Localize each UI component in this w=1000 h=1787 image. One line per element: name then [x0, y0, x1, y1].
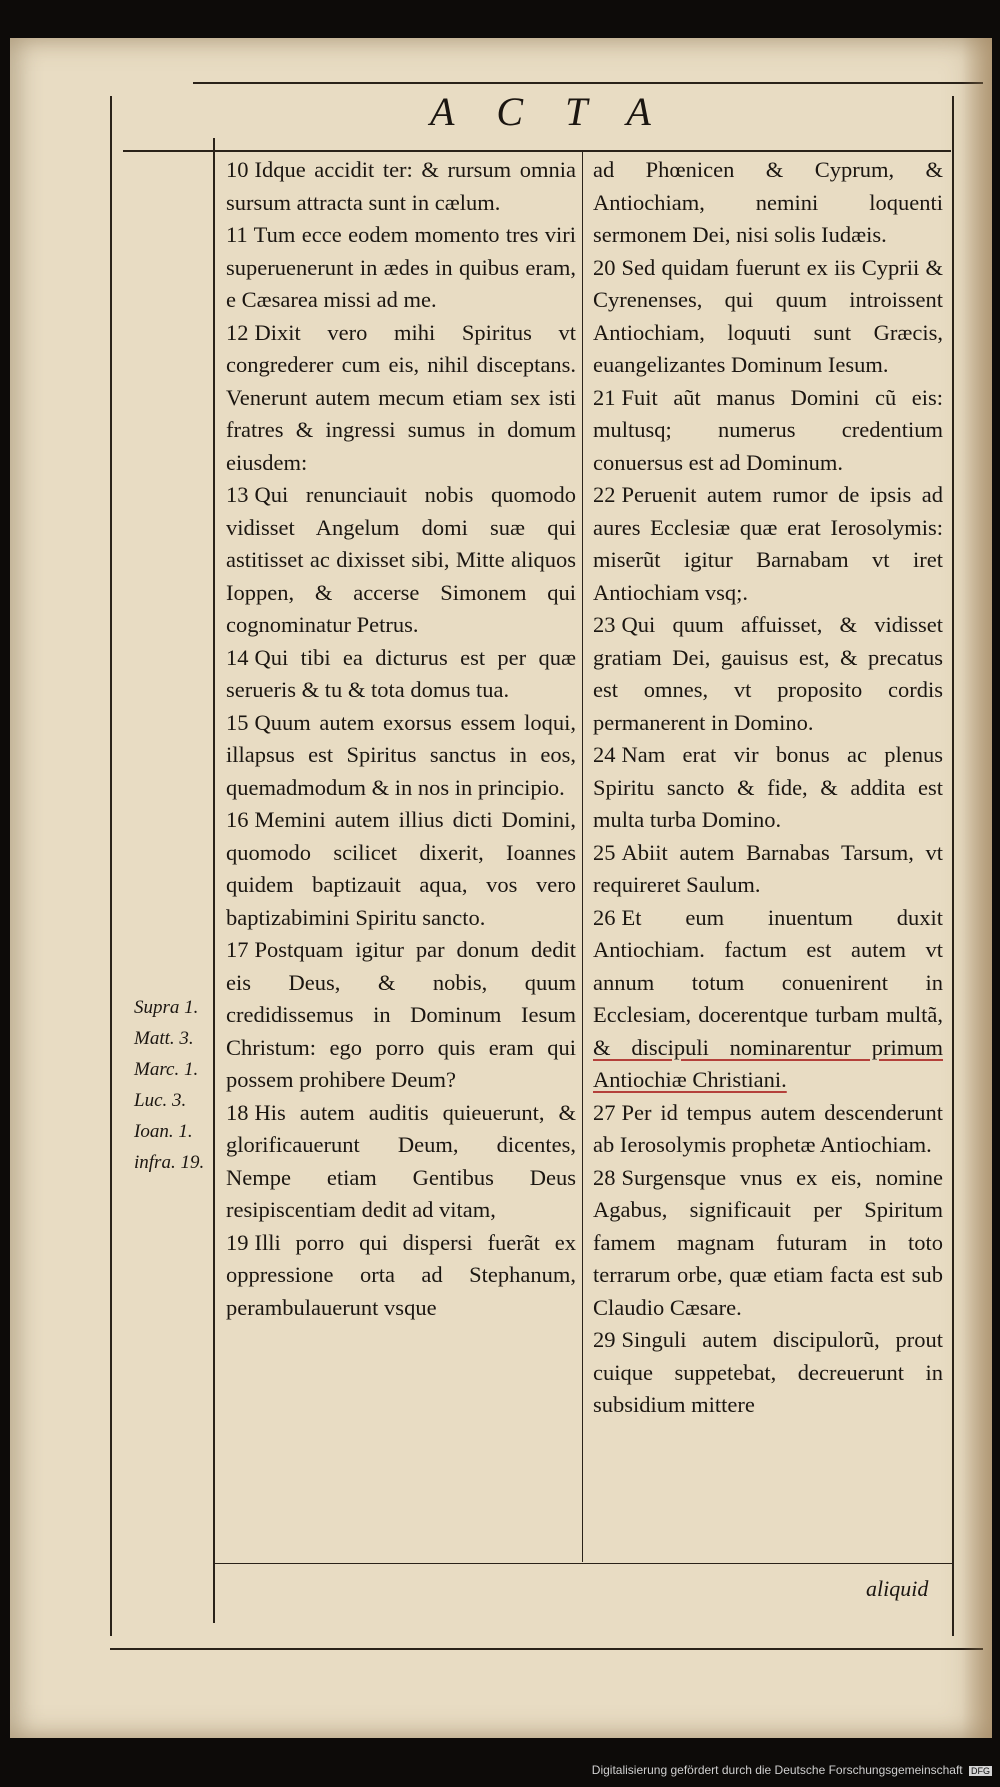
verse-number: 19 [226, 1229, 249, 1255]
verse-text: Qui renunciauit nobis quomodo vidisset Angelum domi suæ qui astitisset ac dixisset sibi, Mitte aliquos Ioppen, & accerse Simonem qui cognominatur Petrus. [226, 482, 576, 637]
verse [226, 1097, 576, 1227]
verse-text: Idque accidit ter: & rursum omnia sursum attracta sunt in cælum. [226, 157, 576, 215]
verse-number: 10 [226, 157, 249, 182]
book-page [10, 38, 992, 1738]
verse [593, 902, 943, 1097]
verse [226, 707, 576, 805]
verse-text: His autem auditis quieuerunt, & glorificauerunt Deum, dicentes, Nempe etiam Gentibus Deus resipiscentiam dedit ad vitam, [226, 1099, 576, 1222]
frame-right-border [952, 96, 954, 1636]
footer-text: Digitalisierung gefördert durch die Deutsche Forschungsgemeinschaft [591, 1763, 963, 1777]
verse [593, 609, 943, 739]
verse-text: Dixit vero mihi Spiritus vt congrederer cum eis, nihil disceptans. Venerunt autem mecum etiam sex isti fratres & ingressi sumus in domum eiusdem: [226, 319, 576, 475]
verse-number: 24 [593, 742, 616, 767]
verse-text: Surgensque vnus ex eis, nomine Agabus, significauit per Spiritum famem magnam futuram in toto terrarum orbe, quæ etiam facta est sub Claudio Cæsare. [593, 1164, 943, 1320]
verse-number: 17 [226, 937, 249, 962]
verse [226, 934, 576, 1097]
verse [593, 1162, 943, 1325]
catchword: aliquid [866, 1576, 929, 1601]
verse [226, 1227, 576, 1325]
verse-number: 22 [593, 482, 616, 507]
verse-number: 15 [226, 709, 249, 735]
verse [593, 479, 943, 609]
verse-number: 14 [226, 644, 249, 670]
verse-text: Peruenit autem rumor de ipsis ad aures Ecclesiæ quæ erat Ierosolymis: miserũt igitur Barnabam vt iret Antiochiam vsq;. [593, 482, 943, 605]
verse-continuation [593, 154, 943, 252]
verse [226, 804, 576, 934]
verse-number: 29 [593, 1327, 616, 1352]
margin-references [134, 992, 214, 1178]
header-rule [123, 150, 951, 152]
running-head: ACTA [430, 89, 693, 134]
verse-text: Qui tibi ea dicturus est per quæ serueris & tu & tota domus tua. [226, 644, 576, 702]
verse-text: ad Phœnicen & Cyprum, & Antiochiam, nemini loquenti sermonem Dei, nisi solis Iudæis. [593, 157, 943, 247]
margin-reference: Luc. 3. [134, 1090, 187, 1111]
verse-text: Postquam igitur par donum dedit eis Deus, & nobis, quum credidissemus in Dominum Iesum Christum: ego porro quis eram qui possem prohibere Deum? [226, 937, 576, 1092]
frame-inner-border [213, 138, 215, 1623]
margin-reference: Marc. 1. [134, 1059, 199, 1080]
foot-rule [110, 1648, 983, 1650]
verse-text: Singuli autem discipulorũ, prout cuique suppetebat, decreuerunt in subsidium mittere [593, 1327, 943, 1417]
verse [226, 642, 576, 707]
verse-number: 25 [593, 839, 616, 865]
verse-text: Memini autem illius dicti Domini, quomodo scilicet dixerit, Ioannes quidem baptizauit aqua, vos vero baptizabimini Spiritu sancto. [226, 807, 576, 930]
verse [593, 739, 943, 837]
verse [593, 1324, 943, 1422]
verse-text: Fuit aũt manus Domini cũ eis: multusq; numerus credentium conuersus est ad Dominum. [593, 384, 943, 475]
verse [226, 219, 576, 317]
verse [226, 317, 576, 480]
verse-number: 18 [226, 1099, 249, 1125]
verse-number: 21 [593, 384, 616, 410]
dfg-logo: DFG [971, 1766, 990, 1776]
column-divider [582, 152, 583, 1562]
verse [226, 479, 576, 642]
margin-reference: infra. 19. [134, 1152, 205, 1173]
top-rule [193, 82, 983, 84]
verse-number: 12 [226, 319, 249, 345]
left-column [226, 154, 576, 1324]
verse-text: Et eum inuentum duxit Antiochiam. factum est autem vt annum totum conuenirent in Ecclesiam, docerentque turbam multã, [593, 904, 943, 1027]
verse-text: Quum autem exorsus essem loqui, illapsus est Spiritus sanctus in eos, quemadmodum & in nos in principio. [226, 709, 576, 800]
digitization-footer [592, 1763, 992, 1777]
verse-number: 26 [593, 904, 616, 930]
verse [593, 382, 943, 480]
margin-reference: Matt. 3. [134, 1028, 194, 1049]
verse-number: 28 [593, 1164, 616, 1190]
verse-text: Per id tempus autem descenderunt ab Ierosolymis prophetæ Antiochiam. [593, 1099, 943, 1157]
verse-number: 20 [593, 254, 616, 280]
margin-reference: Supra 1. [134, 997, 199, 1018]
verse-number: 16 [226, 807, 249, 832]
verse-number: 13 [226, 482, 249, 507]
verse-text: Nam erat vir bonus ac plenus Spiritu sancto & fide, & addita est multa turba Domino. [593, 742, 943, 832]
verse-text: Illi porro qui dispersi fuerãt ex oppressione orta ad Stephanum, perambulauerunt vsque [226, 1229, 576, 1320]
verse [593, 1097, 943, 1162]
verse-number: 11 [226, 222, 248, 247]
margin-reference: Ioan. 1. [134, 1121, 193, 1142]
verse [226, 154, 576, 219]
verse [593, 837, 943, 902]
verse-number: 23 [593, 612, 616, 637]
frame-left-border [110, 96, 112, 1636]
right-column [593, 154, 943, 1422]
verse-text: Tum ecce eodem momento tres viri superuenerunt in ædes in quibus eram, e Cæsarea missi ad me. [226, 222, 576, 312]
verse-text: Abiit autem Barnabas Tarsum, vt requireret Saulum. [593, 839, 943, 897]
text-bottom-rule [215, 1563, 953, 1564]
verse-number: 27 [593, 1099, 616, 1125]
verse-text: Qui quum affuisset, & vidisset gratiam Dei, gauisus est, & precatus est omnes, vt proposito cordis permanerent in Domino. [593, 612, 943, 735]
verse [593, 252, 943, 382]
verse-text: Sed quidam fuerunt ex iis Cyprii & Cyrenenses, qui quum introissent Antiochiam, loquuti sunt Græcis, euangelizantes Dominum Iesum. [593, 254, 943, 377]
underlined-passage: & discipuli nominarentur primum Antiochiæ Christiani. [593, 1034, 943, 1092]
